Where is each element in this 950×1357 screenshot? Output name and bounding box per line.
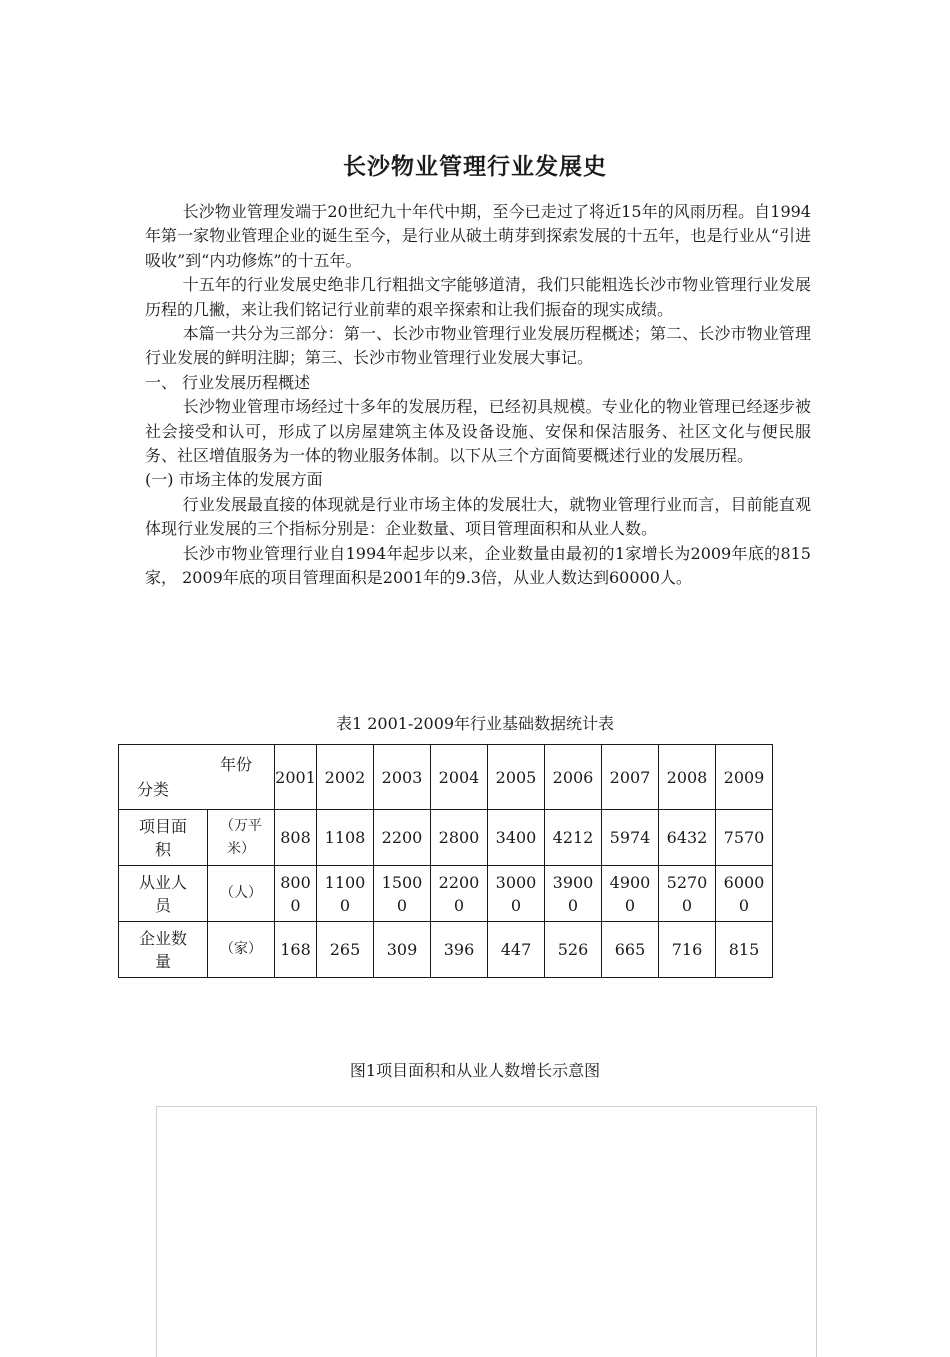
year-cell: 2008	[659, 745, 716, 810]
table-cell: 665	[602, 922, 659, 978]
table-cell: 526	[545, 922, 602, 978]
table-cell: 396	[431, 922, 488, 978]
table-cell: 5974	[602, 810, 659, 866]
table-row	[119, 866, 773, 922]
table-cell: 265	[317, 922, 374, 978]
table-cell: 7570	[716, 810, 773, 866]
table-corner-cell	[119, 745, 275, 810]
table-cell: 4212	[545, 810, 602, 866]
row-label: 从业人员	[119, 866, 208, 922]
table-row	[119, 810, 773, 866]
row-unit: （家）	[208, 922, 275, 978]
paragraph-history: 十五年的行业发展史绝非几行粗拙文字能够道清，我们只能粗选长沙市物业管理行业发展历程的几撇，来让我们铭记行业前辈的艰辛探索和让我们振奋的现实成绩。	[145, 275, 811, 319]
table-cell: 15000	[374, 866, 431, 922]
table-row	[119, 922, 773, 978]
table-cell: 60000	[716, 866, 773, 922]
table-cell: 39000	[545, 866, 602, 922]
paragraph-outline: 本篇一共分为三部分：第一、长沙市物业管理行业发展历程概述；第二、长沙市物业管理行业发展的鲜明注脚；第三、长沙市物业管理行业发展大事记。	[145, 324, 811, 368]
table-cell: 168	[275, 922, 317, 978]
table-cell: 6432	[659, 810, 716, 866]
figure-placeholder-frame	[156, 1106, 817, 1357]
section-heading-1: 一、 行业发展历程概述	[145, 372, 311, 392]
table-header-row	[119, 745, 773, 810]
table-cell: 30000	[488, 866, 545, 922]
row-unit: （万平米）	[208, 810, 275, 866]
table-cell: 2800	[431, 810, 488, 866]
row-label: 项目面积	[119, 810, 208, 866]
table-cell: 815	[716, 922, 773, 978]
year-cell: 2003	[374, 745, 431, 810]
table-cell: 1108	[317, 810, 374, 866]
year-cell: 2007	[602, 745, 659, 810]
year-cell: 2004	[431, 745, 488, 810]
table-cell: 49000	[602, 866, 659, 922]
paragraph-growth: 长沙市物业管理行业自1994年起步以来，企业数量由最初的1家增长为2009年底的815家， 2009年底的项目管理面积是2001年的9.3倍，从业人数达到60000人。	[145, 543, 811, 588]
document-title: 长沙物业管理行业发展史	[343, 154, 607, 180]
document-body	[145, 200, 811, 591]
table-cell: 447	[488, 922, 545, 978]
figure-caption: 图1项目面积和从业人数增长示意图	[349, 1061, 601, 1080]
table-caption: 表1 2001-2009年行业基础数据统计表	[335, 714, 615, 733]
table-cell: 3400	[488, 810, 545, 866]
paragraph-intro: 长沙物业管理发端于20世纪九十年代中期，至今已走过了将近15年的风雨历程。自1994年第一家物业管理企业的诞生至今，是行业从破土萌芽到探索发展的十五年，也是行业从“引进吸收”到“内功修炼”的十五年。	[145, 202, 811, 270]
table-cell: 11000	[317, 866, 374, 922]
paragraph-overview: 长沙物业管理市场经过十多年的发展历程，已经初具规模。专业化的物业管理已经逐步被社会接受和认可，形成了以房屋建筑主体及设备设施、安保和保洁服务、社区文化与便民服务、社区增值服务为一体的物业服务体制。以下从三个方面简要概述行业的发展历程。	[145, 397, 811, 466]
year-cell: 2001	[275, 745, 317, 810]
table-cell: 309	[374, 922, 431, 978]
table-cell: 8000	[275, 866, 317, 922]
year-cell: 2009	[716, 745, 773, 810]
subsection-heading-1: (一) 市场主体的发展方面	[145, 470, 323, 490]
statistics-table	[118, 744, 773, 978]
header-category-label: 分类	[137, 780, 170, 799]
row-label: 企业数量	[119, 922, 208, 978]
header-year-label: 年份	[219, 755, 252, 774]
table-cell: 716	[659, 922, 716, 978]
table-cell: 808	[275, 810, 317, 866]
year-cell: 2006	[545, 745, 602, 810]
table-cell: 2200	[374, 810, 431, 866]
year-cell: 2002	[317, 745, 374, 810]
paragraph-indicators: 行业发展最直接的体现就是行业市场主体的发展壮大，就物业管理行业而言，目前能直观体现行业发展的三个指标分别是：企业数量、项目管理面积和从业人数。	[145, 494, 811, 539]
table-cell: 52700	[659, 866, 716, 922]
year-cell: 2005	[488, 745, 545, 810]
table-cell: 22000	[431, 866, 488, 922]
row-unit: （人）	[208, 866, 275, 922]
